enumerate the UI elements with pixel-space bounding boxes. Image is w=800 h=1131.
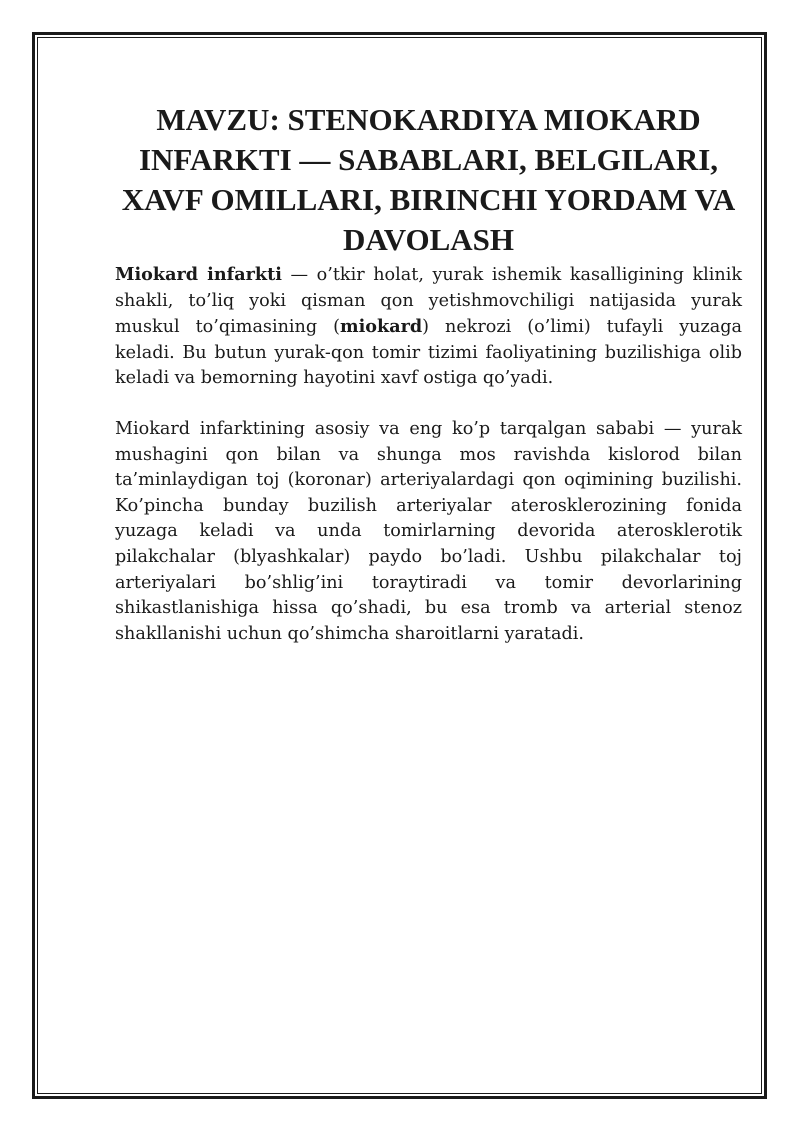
paragraph-definition-text-b: ) nekrozi (o’limi) tufayli yuzaga keladi. Bu butun yurak-qon tomir tizimi faoliyatining buzilishiga olib keladi va bemorning hayotini xavf ostiga qo’yadi. [115, 317, 742, 389]
document-body [115, 100, 742, 647]
term-miokard-infarkti: Miokard infarkti [115, 264, 282, 285]
paragraph-definition-text-a: — o’tkir holat, yurak ishemik kasalligining klinik shakli, to’liq yoki qisman qon yetishmovchiligi natijasida yurak muskul to’qimasining ( [115, 265, 742, 338]
term-miokard: miokard [339, 316, 423, 338]
paragraph-causes: Miokard infarktining asosiy va eng ko’p tarqalgan sababi — yurak mushagini qon bilan va shunga mos ravishda kislorod bilan ta’minlaydigan toj (koronar) arteriyalardagi qon oqimining buzilishi. Ko’pincha bunday buzilish arteriyalar aterosklerozining fonida yuzaga keladi va unda tomirlarning devorida aterosklerotik pilakchalar (blyashkalar) paydo bo’ladi. Ushbu pilakchalar toj arteriyalari bo’shlig’ini toraytiradi va tomir devorlarining shikastlanishiga hissa qo’shadi, bu esa tromb va arterial stenoz shakllanishi uchun qo’shimcha sharoitlarni yaratadi. [115, 418, 742, 644]
document-title: MAVZU: STENOKARDIYA MIOKARD INFARKTI — SABABLARI, BELGILARI, XAVF OMILLARI, BIRINCHI YORDAM VA DAVOLASH [121, 102, 736, 257]
paragraph-definition [115, 262, 742, 392]
